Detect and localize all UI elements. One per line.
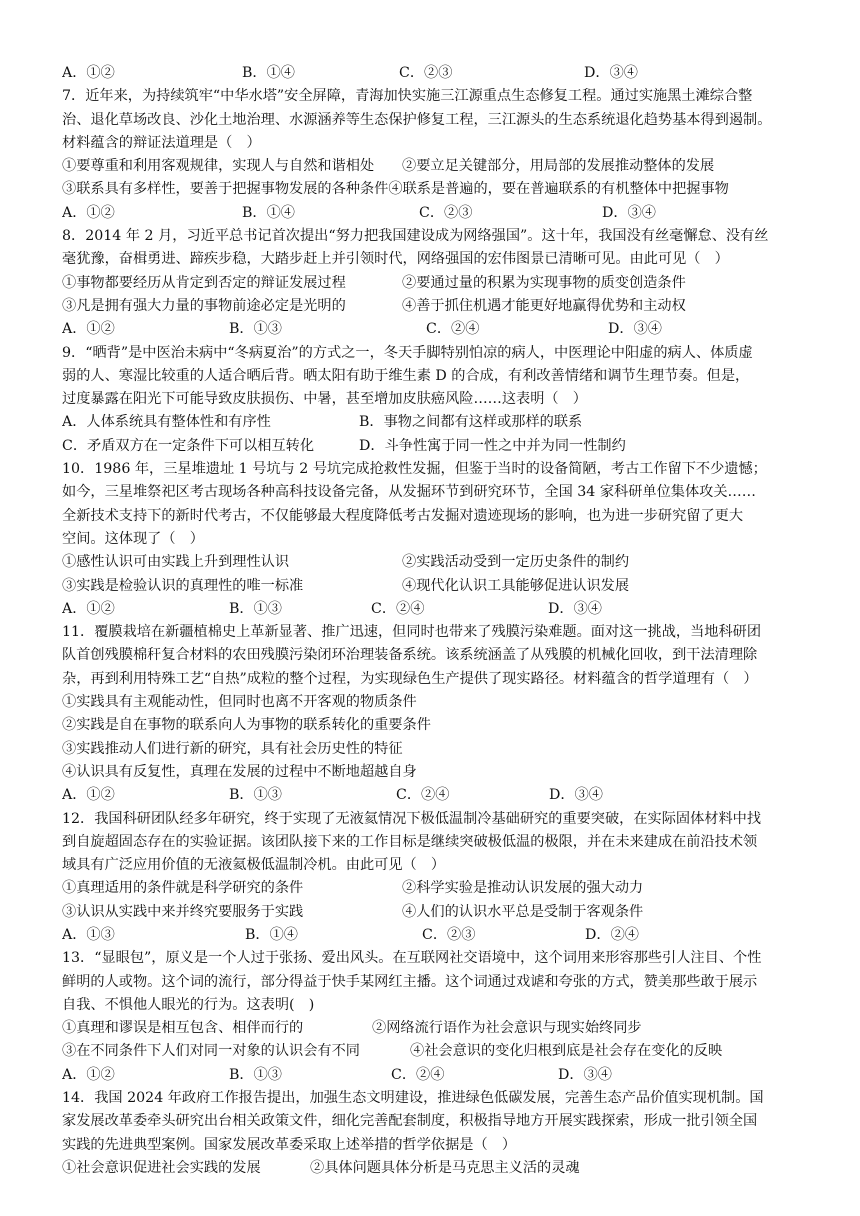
q14-item-1: ①社会意识促进社会实践的发展 <box>62 1159 261 1176</box>
q14-stem-line: 实践的先进典型案例。国家发展改革委采取上述举措的哲学依据是（ ） <box>62 1136 517 1153</box>
q13-item-1: ①真理和谬误是相互包含、相伴而行的 <box>62 1020 304 1037</box>
q10-item-4: ④现代化认识工具能够促进认识发展 <box>402 577 630 594</box>
q8-item-3: ③凡是拥有强大力量的事物前途必定是光明的 <box>62 297 346 314</box>
q12-item-3: ③认识从实践中来并终究要服务于实践 <box>62 903 304 920</box>
q8-items-row <box>62 295 802 318</box>
option-a: A．①② <box>62 600 115 617</box>
option-c: C．②④ <box>371 600 425 617</box>
q10-options <box>62 598 802 621</box>
q10-stem-line: 全新技术支持下的新时代考古，不仅能够最大程度降低考古发掘对遗迹现场的影响，也为进一步研究留了更大 <box>62 507 744 524</box>
q7-item-4: ④联系是普遍的，要在普遍联系的有机整体中把握事物 <box>388 181 729 198</box>
option-a: A．人体系统具有整体性和有序性 <box>62 414 271 431</box>
option-a: A．①② <box>62 204 115 221</box>
q12-items-row <box>62 877 802 900</box>
q14-item-2: ②具体问题具体分析是马克思主义活的灵魂 <box>310 1159 580 1176</box>
q9-stem-line: 9．“晒背”是中医治未病中“冬病夏治”的方式之一，冬天手脚特别怕凉的病人，中医理论中阳虚的病人、体质虚 <box>62 344 753 361</box>
option-c: C．②③ <box>419 204 473 221</box>
q10-item-1: ①感性认识可由实践上升到理性认识 <box>62 554 290 571</box>
option-b: B．①④ <box>242 65 295 81</box>
option-d: D．③④ <box>549 787 603 804</box>
q9-stem-line: 过度暴露在阳光下可能导致皮肤损伤、中暑，甚至增加皮肤癌风险……这表明（ ） <box>62 391 587 408</box>
option-d: D．③④ <box>584 65 638 81</box>
q12-options <box>62 924 802 947</box>
q13-stem-line: 鲜明的人或物。这个词的流行，部分得益于快手某网红主播。这个词通过戏谑和夸张的方式，赞美那些敢于展示 <box>62 973 758 990</box>
exam-page <box>62 62 802 1180</box>
q12-item-2: ②科学实验是推动认识发展的强大动力 <box>402 880 644 897</box>
option-a: A．①② <box>62 321 115 338</box>
q11-stem-line: 11．覆膜栽培在新疆植棉史上革新显著、推广迅速，但同时也带来了残膜污染难题。面对这一挑战，当地科研团 <box>62 624 762 641</box>
option-b: B．①③ <box>229 321 282 338</box>
q11-item-4: ④认识具有反复性，真理在发展的过程中不断地超越自身 <box>62 763 417 780</box>
q7-item-1: ①要尊重和利用客观规律，实现人与自然和谐相处 <box>62 158 375 175</box>
q11-stem-line: 杂，再到利用特殊工艺“自热”成粒的整个过程，为实现绿色生产提供了现实路径。材料蕴含的哲学道理有（ ） <box>62 670 758 687</box>
q12-stem-line: 域具有广泛应用价值的无液氦极低温制冷机。由此可见（ ） <box>62 857 446 874</box>
option-c: C．②④ <box>391 1066 445 1083</box>
q8-item-4: ④善于抓住机遇才能更好地赢得优势和主动权 <box>402 297 686 314</box>
q7-item-2: ②要立足关键部分，用局部的发展推动整体的发展 <box>402 158 715 175</box>
q10-items-row <box>62 575 802 598</box>
option-c: C．②④ <box>426 321 480 338</box>
q11-options <box>62 784 802 807</box>
q7-items-row <box>62 178 802 201</box>
option-a: A．①② <box>62 65 115 81</box>
q7-item-3: ③联系具有多样性，要善于把握事物发展的各种条件 <box>62 181 389 198</box>
q9-options-row <box>62 411 802 434</box>
option-d: D．③④ <box>608 321 662 338</box>
q13-item-3: ③在不同条件下人们对同一对象的认识会有不同 <box>62 1043 360 1060</box>
q7-options <box>62 202 802 225</box>
option-d: D．③④ <box>548 600 602 617</box>
option-b: B．事物之间都有这样或那样的联系 <box>359 414 583 431</box>
q13-stem-line: 13．“显眼包”，原义是一个人过于张扬、爱出风头。在互联网社交语境中，这个词用来形容那些引人注目、个性 <box>62 950 762 967</box>
q12-items-row <box>62 901 802 924</box>
q7-stem-line: 7．近年来，为持续筑牢“中华水塔”安全屏障，青海加快实施三江源重点生态修复工程。通过实施黑土滩综合整 <box>62 88 753 105</box>
q10-stem-line: 10．1986 年，三星堆遗址 1 号坑与 2 号坑完成抢救性发掘，但鉴于当时的设备简陋，考古工作留下不少遗憾； <box>62 461 767 478</box>
q12-item-4: ④人们的认识水平总是受制于客观条件 <box>402 903 644 920</box>
q13-item-4: ④社会意识的变化归根到底是社会存在变化的反映 <box>410 1043 723 1060</box>
q8-items-row <box>62 272 802 295</box>
q10-stem-line: 空间。这体现了（ ） <box>62 530 204 547</box>
option-c: C．②④ <box>396 787 450 804</box>
q8-item-2: ②要通过量的积累为实现事物的质变创造条件 <box>402 274 686 291</box>
q7-stem-line: 材料蕴含的辩证法道理是（ ） <box>62 134 261 151</box>
option-b: B．①③ <box>229 787 282 804</box>
option-c: C．矛盾双方在一定条件下可以相互转化 <box>62 437 315 454</box>
q10-items-row <box>62 551 802 574</box>
q12-stem-line: 到自旋超固态存在的实验证据。该团队接下来的工作目标是继续突破极低温的极限，并在未来建成在前沿技术领 <box>62 833 758 850</box>
q14-stem-line: 家发展改革委牵头研究出台相关政策文件，细化完善配套制度，积极指导地方开展实践探索，形成一批引领全国 <box>62 1113 758 1130</box>
q8-item-1: ①事物都要经历从肯定到否定的辩证发展过程 <box>62 274 346 291</box>
q8-stem-line: 8．2014 年 2 月，习近平总书记首次提出“努力把我国建设成为网络强国”。这十年，我国没有丝毫懈怠、没有丝 <box>62 228 769 245</box>
q13-options <box>62 1064 802 1087</box>
q14-stem-line: 14．我国 2024 年政府工作报告提出，加强生态文明建设，推进绿色低碳发展，完善生态产品价值实现机制。国 <box>62 1090 764 1107</box>
q11-stem-line: 队首创残膜棉秆复合材料的农田残膜污染闭环治理装备系统。该系统涵盖了从残膜的机械化回收，到干法清理除 <box>62 647 758 664</box>
q13-items-row <box>62 1017 802 1040</box>
q14-items-row <box>62 1157 802 1180</box>
q8-stem-line: 毫犹豫，奋楫勇进、蹄疾步稳，大踏步赶上并引领时代，网络强国的宏伟图景已清晰可见。由此可见（ ） <box>62 251 729 268</box>
q12-stem-line: 12．我国科研团队经多年研究，终于实现了无液氦情况下极低温制冷基础研究的重要突破，在实际固体材料中找 <box>62 810 762 827</box>
option-d: D．斗争性寓于同一性之中并为同一性制约 <box>359 437 626 454</box>
q6-options <box>62 62 802 85</box>
option-a: A．①③ <box>62 926 115 943</box>
option-d: D．③④ <box>558 1066 612 1083</box>
option-b: B．①④ <box>242 204 295 221</box>
q11-item-3: ③实践推动人们进行新的研究，具有社会历史性的特征 <box>62 740 403 757</box>
option-b: B．①③ <box>229 600 282 617</box>
q11-item-1: ①实践具有主观能动性，但同时也离不开客观的物质条件 <box>62 694 417 711</box>
q8-options <box>62 318 802 341</box>
option-b: B．①③ <box>229 1066 282 1083</box>
q13-items-row <box>62 1040 802 1063</box>
q10-stem-line: 如今，三星堆祭祀区考古现场各种高科技设备完备，从发掘环节到研究环节，全国 34 家科研单位集体攻关…… <box>62 484 756 501</box>
q7-items-row <box>62 155 802 178</box>
option-b: B．①④ <box>245 926 298 943</box>
q9-stem-line: 弱的人、寒湿比较重的人适合晒后背。晒太阳有助于维生素 D 的合成，有利改善情绪和调节生理节奏。但是， <box>62 367 750 384</box>
option-a: A．①② <box>62 1066 115 1083</box>
q11-item-2: ②实践是自在事物的联系向人为事物的联系转化的重要条件 <box>62 717 431 734</box>
q10-item-3: ③实践是检验认识的真理性的唯一标准 <box>62 577 304 594</box>
option-c: C．②③ <box>422 926 476 943</box>
q13-stem-line: 自我、不惧他人眼光的行为。这表明( ) <box>62 996 315 1013</box>
q7-stem-line: 治、退化草场改良、沙化土地治理、水源涵养等生态保护修复工程，三江源头的生态系统退化趋势基本得到遏制。 <box>62 111 772 128</box>
q10-item-2: ②实践活动受到一定历史条件的制约 <box>402 554 630 571</box>
q13-item-2: ②网络流行语作为社会意识与现实始终同步 <box>372 1020 642 1037</box>
option-c: C．②③ <box>399 65 453 81</box>
q12-item-1: ①真理适用的条件就是科学研究的条件 <box>62 880 304 897</box>
option-d: D．②④ <box>585 926 639 943</box>
option-a: A．①② <box>62 787 115 804</box>
q9-options-row <box>62 435 802 458</box>
option-d: D．③④ <box>602 204 656 221</box>
